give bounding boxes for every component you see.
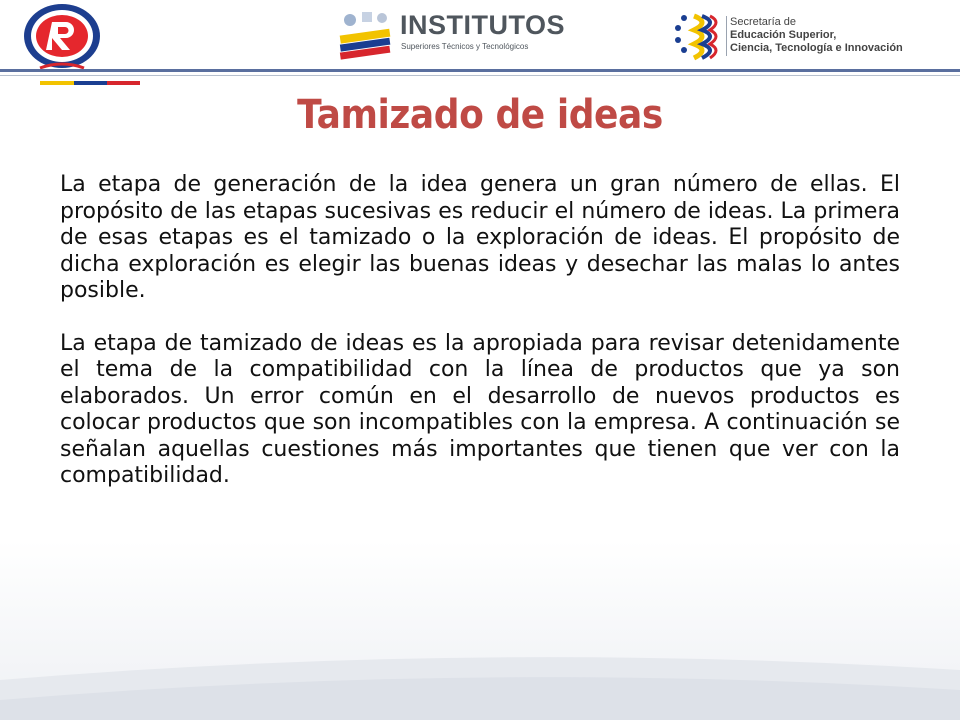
secretaria-text [730,16,960,55]
secretaria-emblem-icon [672,8,728,64]
institutos-subtitle: Superiores Técnicos y Tecnológicos [401,42,529,51]
institutos-logo [336,6,566,66]
flag-blue [74,81,107,85]
slide-body [60,172,900,516]
secretaria-line3: Ciencia, Tecnología e Innovación [730,42,903,54]
secretaria-line1: Secretaría de [730,16,797,28]
institute-r-logo [12,2,112,70]
paragraph-2: La etapa de tamizado de ideas es la apropiada para revisar detenidamente el tema de la compatibilidad con la línea de productos que ya son elaborados. Un error común en el desarrollo de nuevos productos es colocar productos que son incompatibles con la empresa. A continuación se señalan aquellas cuestiones más importantes que tienen que ver con la compatibilidad. [60,330,900,488]
flag-yellow [40,81,74,85]
secretaria-line2: Educación Superior, [730,29,837,41]
flag-color-bar [40,81,140,85]
header-rule-thin [0,75,960,76]
institutos-name: INSTITUTOS [400,10,566,40]
secretaria-logo [672,8,952,64]
flag-red [107,81,140,85]
header-rule [0,69,960,72]
footer-decoration [0,640,960,720]
header [0,0,960,72]
slide-title: Tamizado de ideas [297,92,663,138]
institutos-emblem-icon [336,6,398,66]
paragraph-1: La etapa de generación de la idea genera un gran número de ellas. El propósito de las etapas sucesivas es reducir el número de ideas. La primera de esas etapas es el tamizado o la exploración de ideas. El propósito de dicha exploración es elegir las buenas ideas y desechar las malas lo antes posible. [60,172,900,303]
